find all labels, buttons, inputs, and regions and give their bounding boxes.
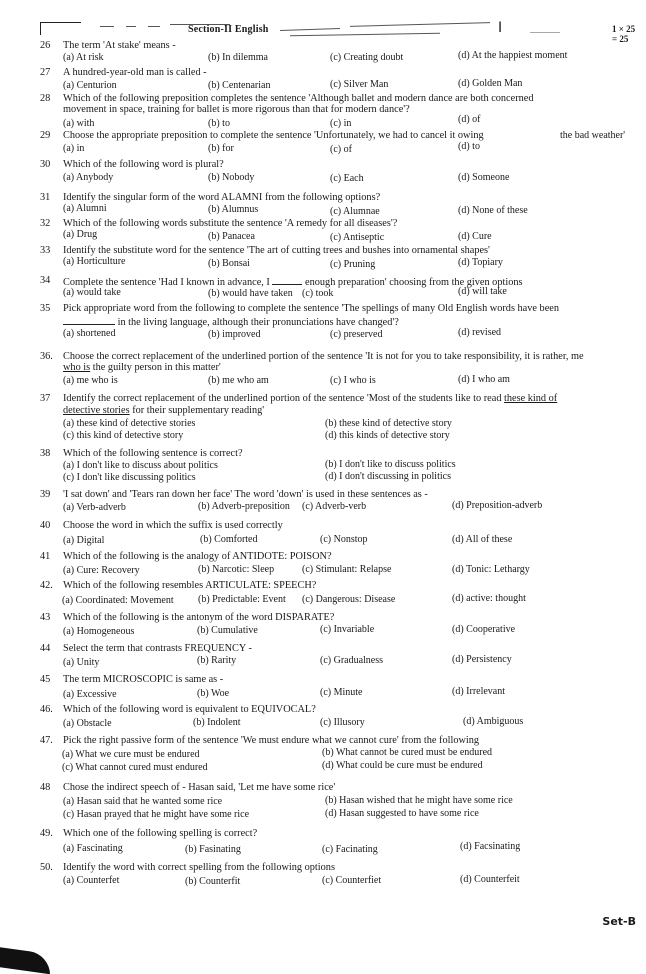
question-number: 47. <box>40 735 53 746</box>
option-c: (c) preserved <box>330 329 383 340</box>
option-a: (a) with <box>63 118 95 129</box>
question-stem: Which of the following is the analogy of ANTIDOTE: POISON? <box>63 551 332 562</box>
question-number: 28 <box>40 93 51 104</box>
question-stem: Pick appropriate word from the following to complete the sentence 'The spellings of many Old English words have been <box>63 303 559 314</box>
question-stem: Chose the indirect speech of - Hasan said, 'Let me have some rice' <box>63 782 336 793</box>
option-c: (c) Facinating <box>322 844 378 855</box>
question-stem: Identify the singular form of the word ALAMNI from the following options? <box>63 192 381 203</box>
option-d: (d) Irrelevant <box>452 686 506 697</box>
option-b: (b) Hasan wished that he might have some rice <box>325 795 513 806</box>
option-d: (d) Ambiguous <box>463 716 524 727</box>
option-a: (a) Anybody <box>63 172 114 183</box>
stem-text-after-blank: enough preparation' choosing from the given options <box>305 277 523 288</box>
question-stem: 'I sat down' and 'Tears ran down her face' The word 'down' is used in these sentences as - <box>63 489 428 500</box>
option-b: (b) Panacea <box>208 231 255 242</box>
option-c: (c) Nonstop <box>320 534 368 545</box>
stem-text: for their supplementary reading' <box>129 405 265 416</box>
question-number: 44 <box>40 643 51 654</box>
question-stem: Which of the following words substitute the sentence 'A remedy for all diseases'? <box>63 218 398 229</box>
question-stem: Choose the correct replacement of the underlined portion of the sentence 'It is not for you to take responsibility, it is rather, me <box>63 351 584 362</box>
header-rule <box>530 32 560 33</box>
option-c: (c) Silver Man <box>330 79 389 90</box>
option-a: (a) Unity <box>63 657 100 668</box>
option-c: (c) in <box>330 118 352 129</box>
question-stem: The term MICROSCOPIC is same as - <box>63 674 224 685</box>
option-d: (d) All of these <box>452 534 513 545</box>
option-a: (a) would take <box>63 287 121 298</box>
stem-text-after-blank: in the living language, although their pronunciations have changed'? <box>117 317 399 328</box>
option-d: (d) Someone <box>458 172 510 183</box>
question-stem-continued <box>63 315 643 329</box>
option-d: (d) Hasan suggested to have some rice <box>325 808 479 819</box>
option-b: (b) these kind of detective story <box>325 418 452 429</box>
question-stem: The term 'At stake' means - <box>63 40 176 51</box>
question-stem: Choose the word in which the suffix is used correctly <box>63 520 283 531</box>
option-d: (d) I don't discussing in politics <box>325 471 451 482</box>
option-d: (d) revised <box>458 327 502 338</box>
option-a: (a) Verb-adverb <box>63 502 126 513</box>
question-stem: Which of the following word is equivalent to EQUIVOCAL? <box>63 704 316 715</box>
stem-text-after-blank: the bad weather' <box>560 130 626 141</box>
option-c: (c) of <box>330 144 352 155</box>
option-c: (c) Counterfiet <box>322 875 382 886</box>
question-stem: Which of the following preposition completes the sentence 'Although ballet and modern dance are both concerned <box>63 93 534 104</box>
stem-text: Choose the appropriate preposition to complete the sentence 'Unfortunately, we had to cancel it owing <box>63 130 484 141</box>
question-number: 31 <box>40 192 51 203</box>
option-a: (a) Alumni <box>63 203 107 214</box>
question-number: 29 <box>40 130 51 141</box>
option-d: (d) At the happiest moment <box>458 50 568 61</box>
option-c: (c) Creating doubt <box>330 52 404 63</box>
question-number: 45 <box>40 674 51 685</box>
option-d: (d) None of these <box>458 205 528 216</box>
option-c: (c) Minute <box>320 687 363 698</box>
option-c: (c) Adverb-verb <box>302 501 367 512</box>
question-number: 43 <box>40 612 51 623</box>
text-cursor-mark: I <box>498 20 503 36</box>
question-number: 49. <box>40 828 53 839</box>
option-b: (b) Indolent <box>193 717 241 728</box>
option-c: (c) What cannot cured must endured <box>62 762 208 773</box>
section-title: Section-II English <box>188 24 269 35</box>
option-a: (a) What we cure must be endured <box>62 749 200 760</box>
option-a: (a) Homogeneous <box>63 626 135 637</box>
option-b: (b) I don't like to discuss politics <box>325 459 456 470</box>
option-d: (d) Facsinating <box>460 841 521 852</box>
question-number: 46. <box>40 704 53 715</box>
option-b: (b) In dilemma <box>208 52 268 63</box>
option-d: (d) Cooperative <box>452 624 516 635</box>
fill-blank <box>272 275 302 285</box>
option-a: (a) Excessive <box>63 689 117 700</box>
option-b: (b) improved <box>208 329 261 340</box>
header-rule <box>280 28 340 31</box>
question-number: 34 <box>40 275 51 286</box>
option-b: (b) What cannot be cured must be endured <box>322 747 493 758</box>
option-a: (a) me who is <box>63 375 118 386</box>
option-c: (c) Illusory <box>320 717 365 728</box>
set-label: Set-B <box>602 915 636 928</box>
question-stem: Which one of the following spelling is correct? <box>63 828 258 839</box>
option-a: (a) Hasan said that he wanted some rice <box>63 796 223 807</box>
option-d: (d) What could be cure must be endured <box>322 760 483 771</box>
option-a: (a) Counterfet <box>63 875 120 886</box>
question-stem-continued <box>63 405 643 417</box>
question-stem: Select the term that contrasts FREQUENCY - <box>63 643 252 654</box>
option-a: (a) Fascinating <box>63 843 123 854</box>
underlined-text: who is <box>63 362 91 373</box>
option-d: (d) this kinds of detective story <box>325 430 450 441</box>
option-d: (d) of <box>458 114 481 125</box>
option-c: (c) Gradualness <box>320 655 384 666</box>
header-rule <box>100 26 114 27</box>
question-number: 40 <box>40 520 51 531</box>
option-c: (c) Stimulant: Relapse <box>302 564 392 575</box>
option-c: (c) Alumnae <box>330 206 380 217</box>
option-b: (b) Woe <box>197 688 230 699</box>
question-stem: Identify the substitute word for the sentence 'The art of cutting trees and bushes into ornamental shapes' <box>63 245 490 256</box>
stem-text: Complete the sentence 'Had I known in advance, I <box>63 277 270 288</box>
option-d: (d) active: thought <box>452 593 526 604</box>
option-a: (a) Coordinated: Movement <box>62 595 174 606</box>
header-bracket <box>40 22 81 35</box>
question-number: 33 <box>40 245 51 256</box>
option-c: (c) Hasan prayed that he might have some rice <box>63 809 250 820</box>
option-d: (d) Cure <box>458 231 492 242</box>
header-rule <box>350 22 490 27</box>
option-a: (a) these kind of detective stories <box>63 418 196 429</box>
question-stem: A hundred-year-old man is called - <box>63 67 207 78</box>
option-a: (a) I don't like to discuss about politics <box>63 460 218 471</box>
question-number: 27 <box>40 67 51 78</box>
option-a: (a) in <box>63 143 85 154</box>
fill-blank <box>63 315 115 325</box>
option-a: (a) At risk <box>63 52 104 63</box>
underlined-text: these kind of <box>504 393 558 404</box>
question-stem: Pick the right passive form of the sentence 'We must endure what we cannot cure' from the following <box>63 735 480 746</box>
option-c: (c) I who is <box>330 375 376 386</box>
option-a: (a) Horticulture <box>63 256 126 267</box>
option-d: (d) Golden Man <box>458 78 523 89</box>
question-number: 38 <box>40 448 51 459</box>
option-a: (a) shortened <box>63 328 116 339</box>
option-b: (b) Fasinating <box>185 844 241 855</box>
section-header <box>40 20 640 44</box>
option-b: (b) Rarity <box>197 655 237 666</box>
question-number: 50. <box>40 862 53 873</box>
option-c: (c) Invariable <box>320 624 375 635</box>
question-number: 42. <box>40 580 53 591</box>
question-number: 41 <box>40 551 51 562</box>
option-a: (a) Drug <box>63 229 98 240</box>
question-number: 36. <box>40 351 53 362</box>
option-a: (a) Obstacle <box>63 718 112 729</box>
option-d: (d) Counterfeit <box>460 874 520 885</box>
question-stem <box>63 393 643 405</box>
question-stem: Which of the following sentence is correct? <box>63 448 243 459</box>
option-d: (d) Preposition-adverb <box>452 500 543 511</box>
question-number: 37 <box>40 393 51 404</box>
option-c: (c) this kind of detective story <box>63 430 184 441</box>
option-a: (a) Centurion <box>63 80 117 91</box>
option-a: (a) Digital <box>63 535 105 546</box>
option-b: (b) me who am <box>208 375 269 386</box>
question-stem: Which of the following is the antonym of the word DISPARATE? <box>63 612 335 623</box>
option-b: (b) Comforted <box>200 534 258 545</box>
option-d: (d) will take <box>458 286 507 297</box>
option-d: (d) I who am <box>458 374 510 385</box>
option-c: (c) took <box>302 288 334 299</box>
option-b: (b) Predictable: Event <box>198 594 286 605</box>
option-b: (b) Narcotic: Sleep <box>198 564 275 575</box>
question-stem <box>63 130 643 142</box>
option-d: (d) to <box>458 141 480 152</box>
option-b: (b) for <box>208 143 234 154</box>
option-c: (c) Each <box>330 173 364 184</box>
option-a: (a) Cure: Recovery <box>63 565 140 576</box>
option-b: (b) to <box>208 118 230 129</box>
option-c: (c) I don't like discussing politics <box>63 472 196 483</box>
option-b: (b) Centenarian <box>208 80 271 91</box>
option-d: (d) Persistency <box>452 654 512 665</box>
stem-text: Identify the correct replacement of the underlined portion of the sentence 'Most of the students like to read <box>63 393 505 404</box>
option-d: (d) Topiary <box>458 257 503 268</box>
option-c: (c) Antiseptic <box>330 232 385 243</box>
question-stem: Which of the following resembles ARTICULATE: SPEECH? <box>63 580 317 591</box>
option-b: (b) Counterfit <box>185 876 241 887</box>
marks-label: 1 × 25 = 25 <box>612 24 636 44</box>
option-b: (b) Alumnus <box>208 204 259 215</box>
question-number: 30 <box>40 159 51 170</box>
question-number: 32 <box>40 218 51 229</box>
option-b: (b) would have taken <box>208 288 293 299</box>
question-number: 48 <box>40 782 51 793</box>
option-b: (b) Nobody <box>208 172 255 183</box>
question-number: 35 <box>40 303 51 314</box>
option-b: (b) Bonsai <box>208 258 250 269</box>
option-b: (b) Adverb-preposition <box>198 501 290 512</box>
header-rule <box>290 33 440 37</box>
underlined-text: detective stories <box>63 405 130 416</box>
header-rule <box>148 26 160 27</box>
stem-text: the guilty person in this matter' <box>90 362 221 373</box>
option-c: (c) Dangerous: Disease <box>302 594 396 605</box>
question-stem: Identify the word with correct spelling from the following options <box>63 862 335 873</box>
question-stem-continued: movement in space, training for ballet is more rigorous than that for modern dance'? <box>63 104 410 115</box>
question-stem-continued <box>63 362 643 374</box>
option-d: (d) Tonic: Lethargy <box>452 564 530 575</box>
question-number: 26 <box>40 40 51 51</box>
question-number: 39 <box>40 489 51 500</box>
option-c: (c) Pruning <box>330 259 376 270</box>
option-b: (b) Cumulative <box>197 625 258 636</box>
question-stem: Which of the following word is plural? <box>63 159 224 170</box>
question-stem <box>63 275 643 289</box>
header-rule <box>126 26 136 27</box>
